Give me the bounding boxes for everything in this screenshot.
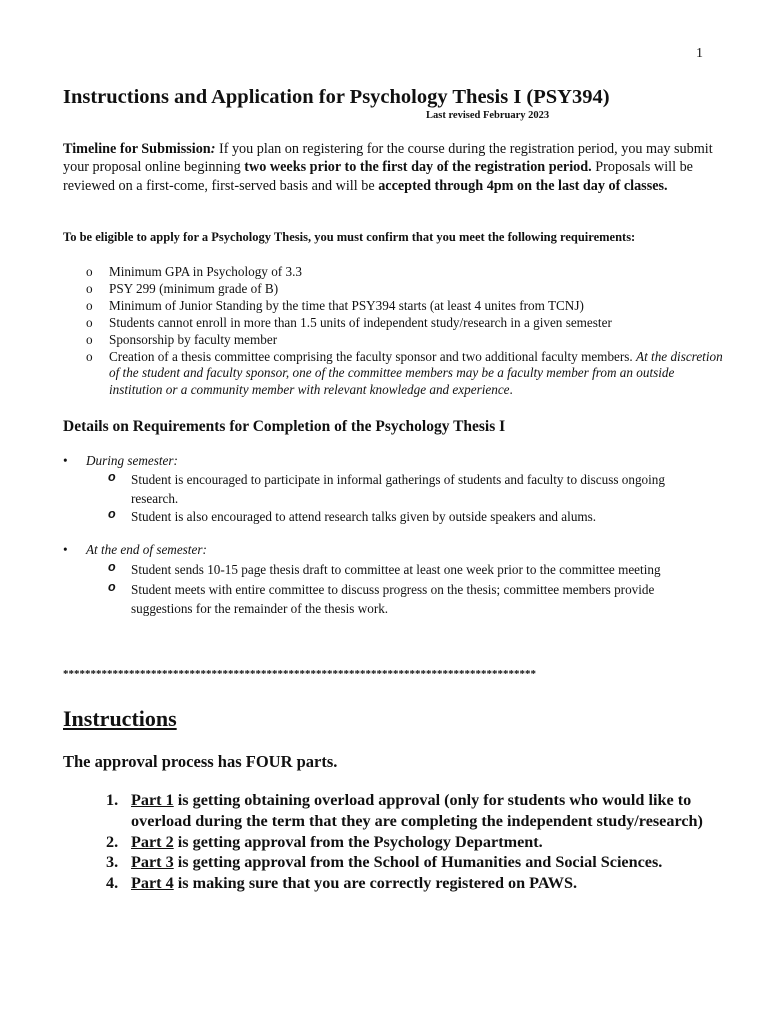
requirement-item: o Minimum GPA in Psychology of 3.3 bbox=[86, 264, 302, 279]
part-label: Part 1 bbox=[131, 791, 174, 809]
committee-note: At the discretion of the student and faculty sponsor, one of the committee members may be a faculty member from an outside institution or a community member with relevant knowledge and experience bbox=[109, 348, 723, 398]
list-marker: o bbox=[86, 314, 93, 330]
timeline-paragraph bbox=[63, 140, 723, 195]
part-label: Part 3 bbox=[131, 853, 174, 872]
bullet-marker: • bbox=[63, 453, 68, 468]
part-label: Part 2 bbox=[131, 832, 174, 851]
separator-line: ************************************************************************************** bbox=[63, 668, 536, 680]
sub-marker: o bbox=[108, 470, 116, 484]
step-item: 1. Part 1 is getting obtaining overload approval (only for students who would like to overload during the term that they are completing the independent study/research) bbox=[106, 791, 703, 830]
sub-marker: o bbox=[108, 560, 116, 574]
sub-item: o Student meets with entire committee to discuss progress on the thesis; committee members provide suggestions for the remainder of the thesis work. bbox=[108, 580, 655, 617]
requirement-item-committee: o Creation of a thesis committee comprising the faculty sponsor and two additional faculty members. At the discretion of the student and faculty sponsor, one of the committee members may be a faculty member from an outside institution or a community member with relevant knowledge and experience. bbox=[86, 348, 723, 398]
sub-item: o Student is also encouraged to attend research talks given by outside speakers and alums. bbox=[108, 507, 597, 524]
eligibility-heading: To be eligible to apply for a Psychology Thesis, you must confirm that you meet the following requirements: bbox=[63, 230, 636, 244]
requirement-item: o Students cannot enroll in more than 1.5 units of independent study/research in a given semester bbox=[86, 314, 612, 330]
requirement-item: o PSY 299 (minimum grade of B) bbox=[86, 280, 279, 296]
timeline-text-2: Proposals will be reviewed on a first-come, first-served basis and will be bbox=[63, 159, 693, 194]
step-item: 4. Part 4 is making sure that you are correctly registered on PAWS. bbox=[106, 874, 578, 893]
timeline-label: Timeline for Submission bbox=[63, 141, 211, 157]
requirements-list bbox=[63, 264, 723, 399]
step-item: 2. Part 2 is getting approval from the Psychology Department. bbox=[106, 832, 543, 851]
timeline-bold-2: accepted through 4pm on the last day of classes. bbox=[378, 177, 668, 194]
sub-marker: o bbox=[108, 580, 116, 594]
requirement-item: o Sponsorship by faculty member bbox=[86, 331, 278, 347]
approval-intro: The approval process has FOUR parts. bbox=[63, 752, 338, 771]
timeline-bold-1: two weeks prior to the first day of the registration period. bbox=[244, 159, 592, 176]
timeline-colon: : bbox=[210, 141, 216, 157]
sub-marker: o bbox=[108, 507, 116, 521]
sub-item: o Student sends 10-15 page thesis draft to committee at least one week prior to the committee meeting bbox=[108, 560, 661, 577]
list-marker: o bbox=[86, 297, 93, 313]
step-item: 3. Part 3 is getting approval from the School of Humanities and Social Sciences. bbox=[106, 853, 663, 872]
details-heading: Details on Requirements for Completion of the Psychology Thesis I bbox=[63, 418, 506, 435]
timeline-text-1: If you plan on registering for the course during the registration period, you may submit your proposal online beginning bbox=[63, 141, 713, 176]
end-of-semester-label: At the end of semester: bbox=[86, 542, 207, 557]
page-number: 1 bbox=[696, 46, 703, 61]
revision-date: Last revised February 2023 bbox=[426, 110, 550, 121]
list-marker: o bbox=[86, 264, 93, 279]
list-marker: o bbox=[86, 331, 93, 347]
document-title: Instructions and Application for Psychology Thesis I (PSY394) bbox=[63, 86, 610, 108]
list-marker: o bbox=[86, 280, 93, 296]
bullet-marker: • bbox=[63, 542, 68, 557]
requirement-item: o Minimum of Junior Standing by the time that PSY394 starts (at least 4 unites from TCNJ) bbox=[86, 297, 584, 313]
during-semester-label: During semester: bbox=[86, 453, 178, 468]
steps-list bbox=[106, 790, 726, 894]
part-label: Part 4 bbox=[131, 874, 174, 893]
sub-item: o Student is encouraged to participate in informal gatherings of students and faculty to discuss ongoing research. bbox=[108, 470, 665, 507]
instructions-heading: Instructions bbox=[63, 706, 177, 731]
list-marker: o bbox=[86, 348, 93, 364]
